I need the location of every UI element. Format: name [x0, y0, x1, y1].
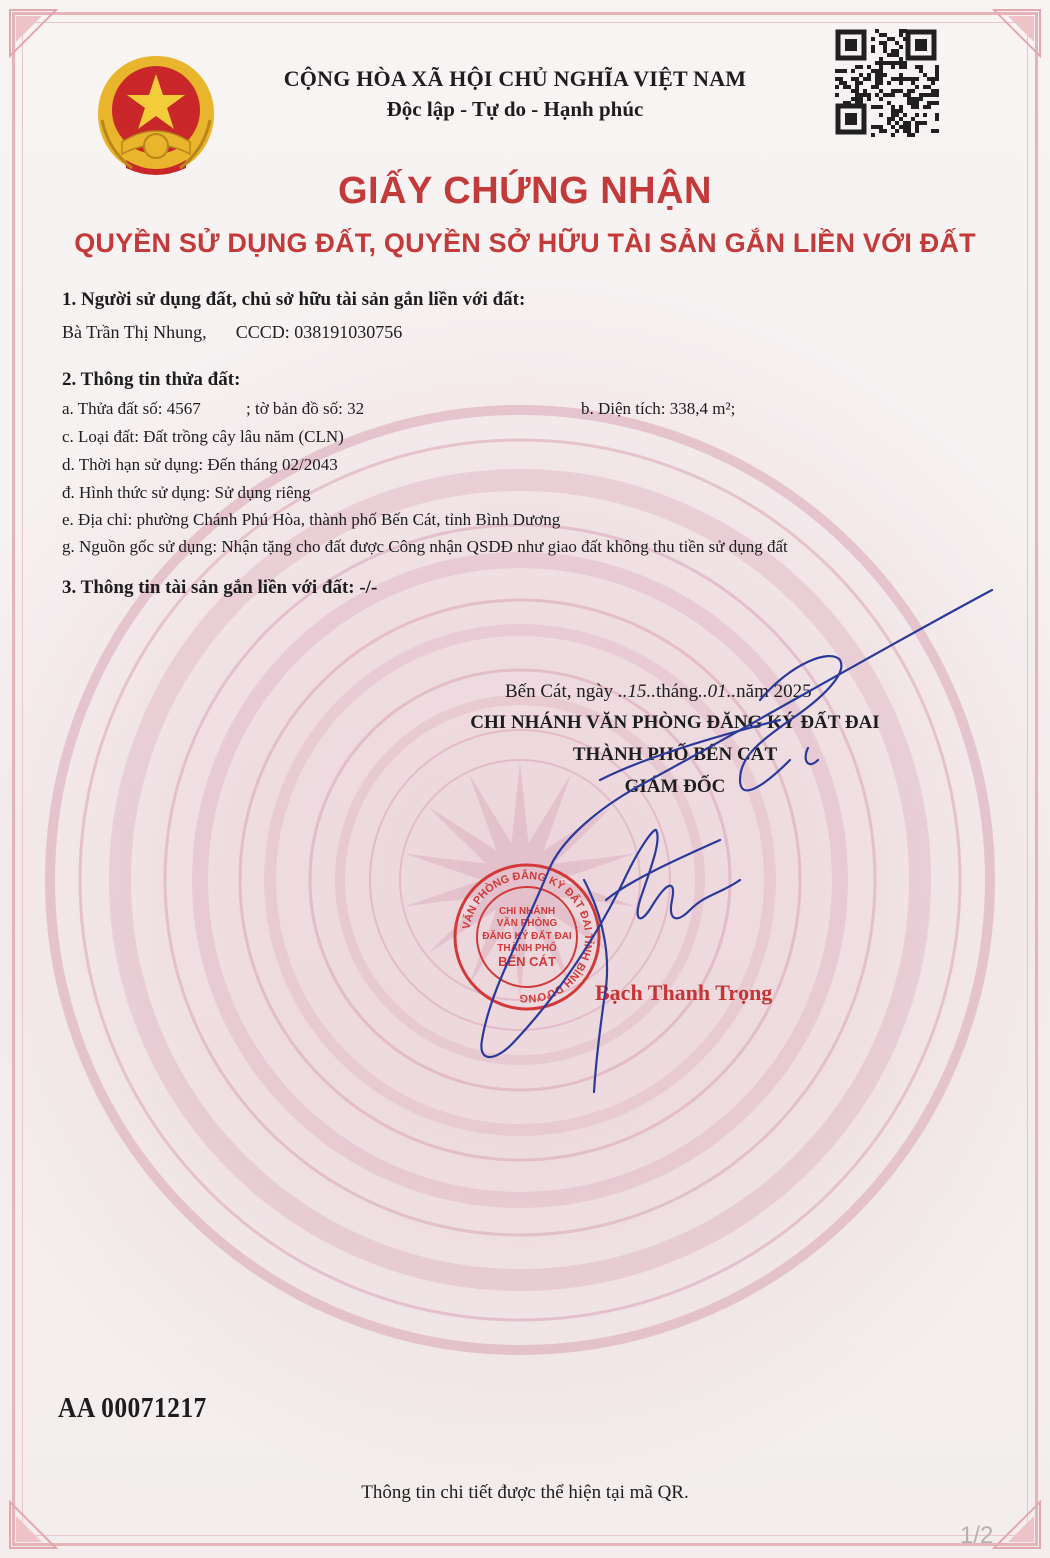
- date-month-label: tháng: [655, 681, 699, 702]
- corner-ornament-icon: [990, 1498, 1044, 1552]
- corner-ornament-icon: [6, 6, 60, 60]
- country-header: CỘNG HÒA XÃ HỘI CHỦ NGHĨA VIỆT NAM: [283, 66, 747, 91]
- date-year: năm 2025: [736, 681, 812, 702]
- issuing-office-line1: CHI NHÁNH VĂN PHÒNG ĐĂNG KÝ ĐẤT ĐAI: [470, 712, 880, 733]
- corner-ornament-icon: [990, 6, 1044, 60]
- area: b. Diện tích: 338,4 m²;: [581, 399, 736, 418]
- svg-text:VĂN PHÒNG ĐĂNG KÝ ĐẤT ĐAI TỈNH: VĂN PHÒNG ĐĂNG KÝ ĐẤT ĐAI TỈNH BÌNH DƯƠNG: [460, 869, 595, 1005]
- qr-footer-note: Thông tin chi tiết được thể hiện tại mã QR.: [361, 1482, 689, 1503]
- section3-heading: 3. Thông tin tài sản gắn liền với đất: -/-: [62, 577, 378, 598]
- address: e. Địa chỉ: phường Chánh Phú Hòa, thành phố Bến Cát, tỉnh Bình Dương: [62, 510, 561, 529]
- qr-code-icon[interactable]: [833, 27, 939, 137]
- parcel-number: a. Thửa đất số: 4567: [62, 399, 201, 418]
- svg-text:VĂN PHÒNG: VĂN PHÒNG: [496, 918, 558, 929]
- office-seal: [452, 862, 602, 1012]
- national-emblem-icon: [92, 50, 220, 182]
- issuing-office-line2: THÀNH PHỐ BẾN CÁT: [572, 744, 778, 765]
- motto: Độc lập - Tự do - Hạnh phúc: [386, 97, 644, 121]
- svg-text:THÀNH PHỐ: THÀNH PHỐ: [497, 943, 557, 954]
- date-month: 01: [707, 681, 727, 702]
- map-sheet: ; tờ bản đồ số: 32: [246, 399, 365, 418]
- svg-text:ĐĂNG KÝ ĐẤT ĐAI: ĐĂNG KÝ ĐẤT ĐAI: [482, 931, 572, 942]
- svg-text:BẾN CÁT: BẾN CÁT: [498, 954, 556, 969]
- owner-name: Bà Trần Thị Nhung,: [62, 322, 207, 342]
- owner-line: [62, 322, 402, 343]
- svg-text:CHI NHÁNH: CHI NHÁNH: [498, 906, 556, 917]
- serial-number: AA 00071217: [58, 1392, 207, 1424]
- signer-name: Bạch Thanh Trọng: [595, 980, 773, 1005]
- signer-position: GIÁM ĐỐC: [624, 776, 726, 797]
- page-number: 1/2: [960, 1522, 994, 1549]
- land-type: c. Loại đất: Đất trồng cây lâu năm (CLN): [62, 427, 344, 446]
- date-prefix: Bến Cát, ngày: [505, 681, 614, 702]
- use-term: d. Thời hạn sử dụng: Đến tháng 02/2043: [62, 455, 338, 474]
- certificate-subtitle: QUYỀN SỬ DỤNG ĐẤT, QUYỀN SỞ HỮU TÀI SẢN GẮN LIỀN VỚI ĐẤT: [74, 228, 976, 258]
- use-origin: g. Nguồn gốc sử dụng: Nhận tặng cho đất được Công nhận QSDĐ như giao đất không thu tiền sử dụng đất: [62, 537, 788, 556]
- section2-heading: 2. Thông tin thửa đất:: [62, 369, 241, 390]
- certificate-title: GIẤY CHỨNG NHẬN: [337, 170, 712, 212]
- date-day: 15: [627, 681, 647, 702]
- section1-heading: 1. Người sử dụng đất, chủ sở hữu tài sản gắn liền với đất:: [62, 289, 526, 310]
- owner-cccd: CCCD: 038191030756: [235, 322, 403, 342]
- issue-date: Bến Cát, ngày ..15..tháng..01..năm 2025: [505, 681, 812, 702]
- use-form: đ. Hình thức sử dụng: Sử dụng riêng: [62, 483, 311, 502]
- corner-ornament-icon: [6, 1498, 60, 1552]
